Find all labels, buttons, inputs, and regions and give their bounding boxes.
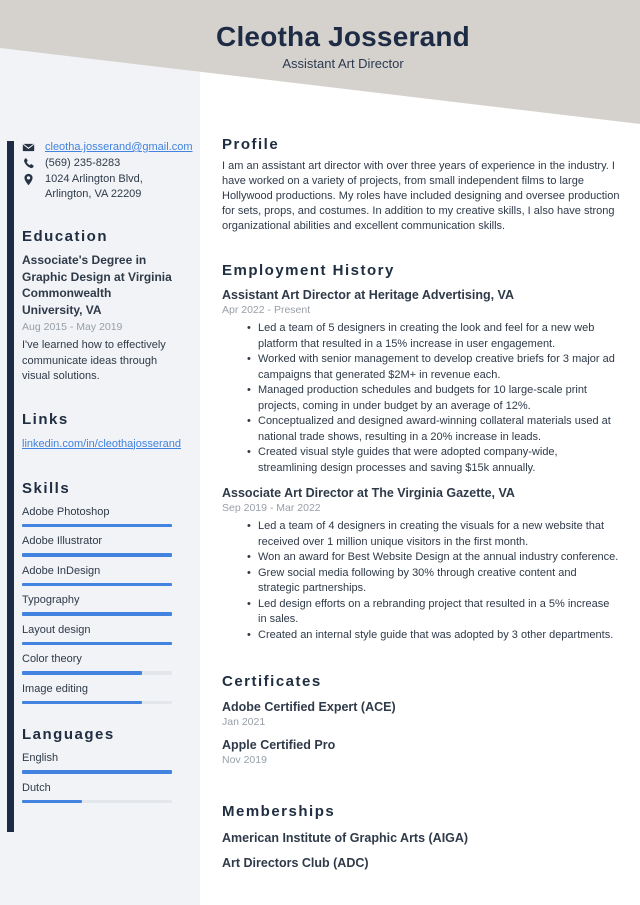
language-bar-fill xyxy=(22,770,172,774)
skill-bar-track xyxy=(22,524,172,528)
phone-icon xyxy=(22,157,35,170)
address xyxy=(45,172,143,202)
address-line-2: Arlington, VA 22209 xyxy=(45,188,142,200)
certificates-list xyxy=(222,700,620,767)
envelope-icon xyxy=(22,141,35,154)
job-title: Associate Art Director at The Virginia Gazette, VA xyxy=(222,486,515,500)
job-bullet: • Won an award for Best Website Design at the annual industry conference. xyxy=(247,550,619,566)
language-bar-track xyxy=(22,770,172,774)
phone-number: (569) 235-8283 xyxy=(45,157,121,169)
main-column xyxy=(200,0,640,905)
certificate-item xyxy=(222,738,620,767)
skill-bar-track xyxy=(22,642,172,646)
profile-heading: Profile xyxy=(222,136,280,153)
job-bullet: • Grew social media following by 30% through creative content and strategic partnerships. xyxy=(247,566,619,597)
skill-name: Adobe InDesign xyxy=(22,564,101,577)
skill-item xyxy=(22,593,172,616)
job-entry xyxy=(222,288,620,476)
certificate-date: Jan 2021 xyxy=(222,716,266,728)
language-item xyxy=(22,781,172,804)
linkedin-link[interactable]: linkedin.com/in/cleothajosserand xyxy=(22,437,181,450)
job-bullet: • Created visual style guides that were adopted company-wide, streamlining design processes and saving $15k annually. xyxy=(247,445,619,476)
profile-text: I am an assistant art director with over three years of experience in the industry. I have worked on a variety of projects, from small independent films to large Hollywood productions. My roles have included designing and oversee production for sets, props, and costumes. In addition to my creative skills, I also have strong organizational abilities and excellent communication skills. xyxy=(222,160,620,232)
skill-bar-track xyxy=(22,701,172,705)
address-line-1: 1024 Arlington Blvd, xyxy=(45,173,143,185)
skill-bar-fill xyxy=(22,553,172,557)
skill-item xyxy=(22,623,172,646)
job-bullet: • Worked with senior management to develop creative briefs for 3 major ad campaigns that generated $2M+ in revenue each. xyxy=(247,352,619,383)
job-bullet-list xyxy=(247,321,619,476)
skill-name: Layout design xyxy=(22,623,91,636)
education-dates: Aug 2015 - May 2019 xyxy=(22,321,123,333)
skill-name: Image editing xyxy=(22,682,89,695)
memberships-heading: Memberships xyxy=(222,803,336,820)
job-bullet: • Managed production schedules and budgets for 10 large-scale print projects, coming in under budget by an average of 12%. xyxy=(247,383,619,414)
job-bullet: • Conceptualized and designed award-winning collateral materials used at national trade shows, resulting in a 20% increase in leads. xyxy=(247,414,619,445)
contact-email-row xyxy=(22,140,193,155)
education-description: I've learned how to effectively communicate ideas through visual solutions. xyxy=(22,339,166,382)
job-bullet-list xyxy=(247,519,619,643)
skill-item xyxy=(22,534,172,557)
certificates-heading: Certificates xyxy=(222,673,322,690)
skill-bar-fill xyxy=(22,612,172,616)
membership-item: Art Directors Club (ADC) xyxy=(222,856,369,870)
memberships-list xyxy=(222,831,620,871)
job-bullet: • Created an internal style guide that was adopted by 3 other departments. xyxy=(247,628,619,644)
email-link[interactable]: cleotha.josserand@gmail.com xyxy=(45,141,193,153)
language-name: Dutch xyxy=(22,781,51,794)
language-bar-track xyxy=(22,800,172,804)
job-bullet: • Led a team of 5 designers in creating the look and feel for a new web platform that resulted in a 15% increase in user engagement. xyxy=(247,321,619,352)
certificate-date: Nov 2019 xyxy=(222,754,267,766)
education-degree: Associate's Degree in Graphic Design at Virginia Commonwealth University, VA xyxy=(22,253,172,317)
language-name: English xyxy=(22,752,59,764)
skill-item xyxy=(22,564,172,587)
links-list xyxy=(22,437,181,452)
job-dates: Apr 2022 - Present xyxy=(222,304,311,316)
employment-history-heading: Employment History xyxy=(222,262,395,279)
skills-list xyxy=(22,505,172,705)
education-heading: Education xyxy=(22,228,109,245)
skills-heading: Skills xyxy=(22,479,71,497)
sidebar xyxy=(0,0,200,905)
membership-item: American Institute of Graphic Arts (AIGA) xyxy=(222,831,469,845)
skill-name: Adobe Illustrator xyxy=(22,535,103,547)
language-item xyxy=(22,751,172,774)
job-dates: Sep 2019 - Mar 2022 xyxy=(222,502,321,514)
skill-item xyxy=(22,652,172,675)
job-bullet: • Led design efforts on a rebranding project that resulted in a 5% increase in sales. xyxy=(247,597,619,628)
skill-bar-fill xyxy=(22,524,172,528)
person-name: Cleotha Josserand xyxy=(216,21,470,52)
skill-bar-fill xyxy=(22,642,172,646)
skill-item xyxy=(22,505,172,528)
language-bar-fill xyxy=(22,800,82,804)
skill-bar-track xyxy=(22,553,172,557)
skill-bar-fill xyxy=(22,583,172,587)
links-heading: Links xyxy=(22,410,69,428)
job-bullet: • Led a team of 4 designers in creating the visuals for a new website that received over 1 million unique visitors in the first month. xyxy=(247,519,619,550)
certificate-name: Apple Certified Pro xyxy=(222,738,336,752)
skill-name: Color theory xyxy=(22,653,82,665)
skill-name: Typography xyxy=(22,594,80,606)
skill-bar-track xyxy=(22,583,172,587)
skill-bar-track xyxy=(22,671,172,675)
skill-name: Adobe Photoshop xyxy=(22,505,110,518)
skill-bar-fill xyxy=(22,701,142,705)
languages-list xyxy=(22,751,172,803)
location-pin-icon xyxy=(22,173,35,186)
languages-heading: Languages xyxy=(22,726,115,743)
person-job-title: Assistant Art Director xyxy=(282,56,404,71)
contact-phone-row xyxy=(22,156,172,171)
job-title: Assistant Art Director at Heritage Advertising, VA xyxy=(222,288,514,302)
skill-item xyxy=(22,682,172,705)
certificate-item xyxy=(222,700,620,729)
contact-address-row xyxy=(22,172,172,202)
job-entry xyxy=(222,486,620,643)
skill-bar-track xyxy=(22,612,172,616)
certificate-name: Adobe Certified Expert (ACE) xyxy=(222,700,396,714)
skill-bar-fill xyxy=(22,671,142,675)
